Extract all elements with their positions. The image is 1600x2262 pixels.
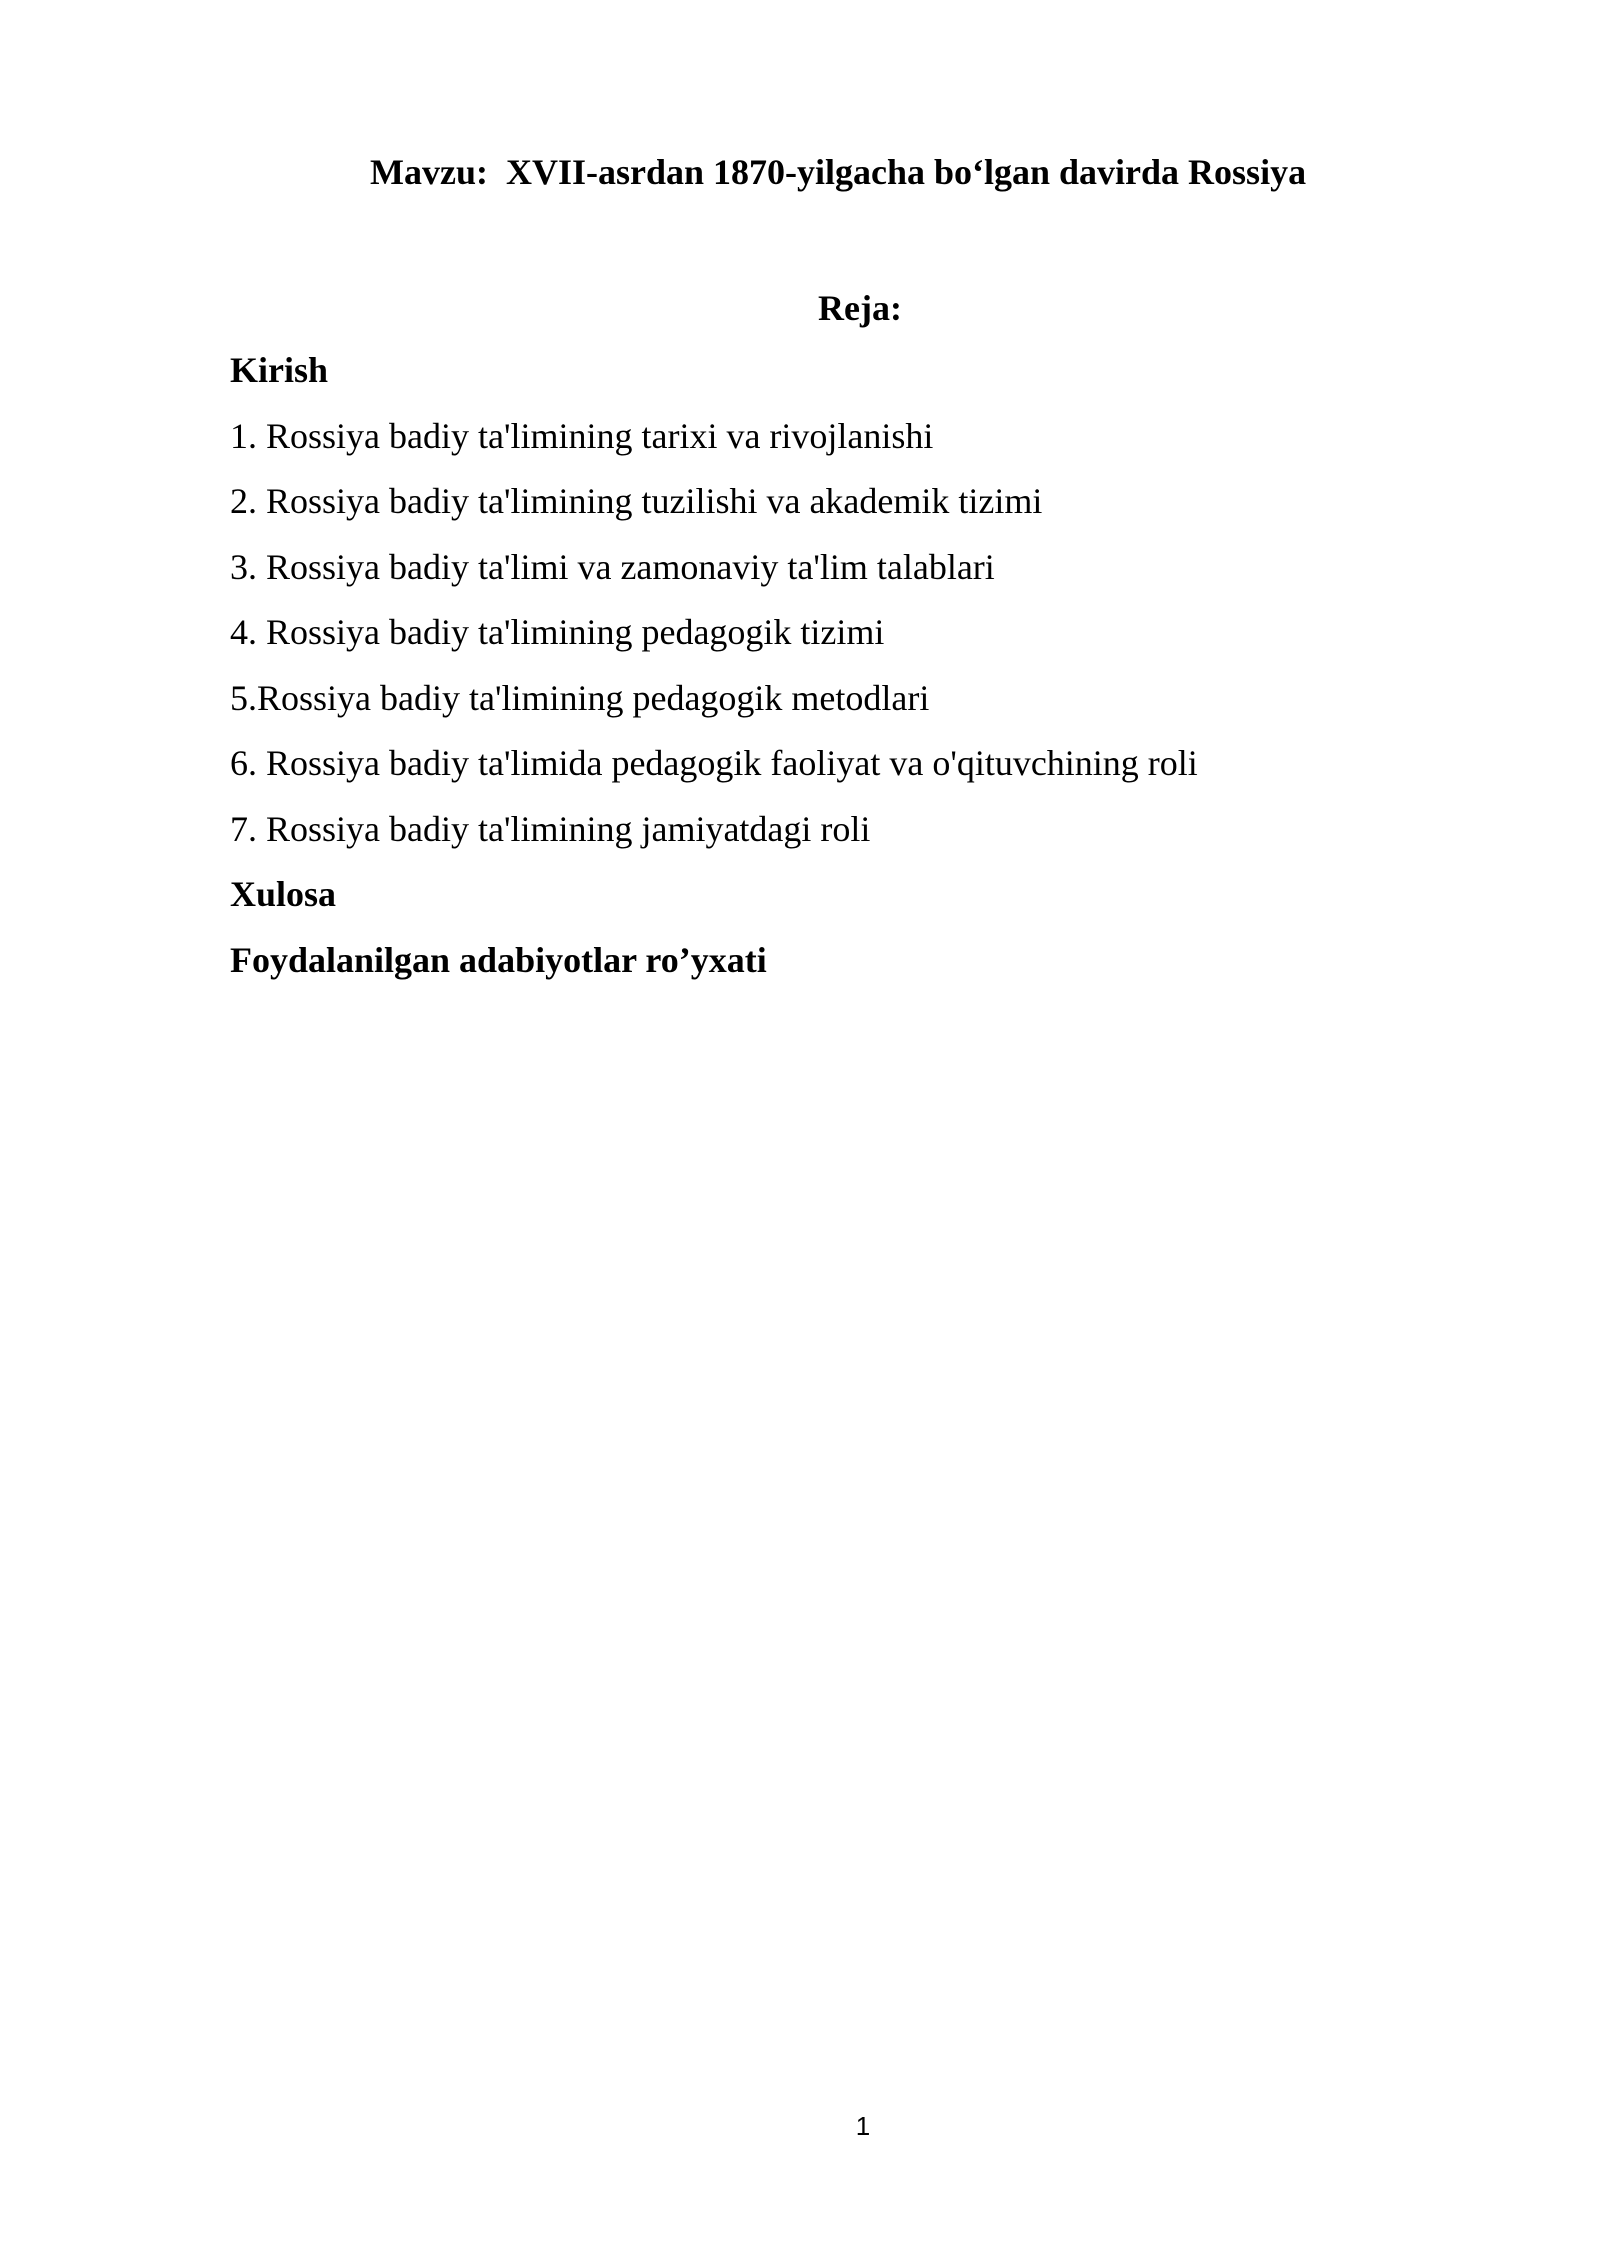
toc-item-references: Foydalanilgan adabiyotlar ro’yxati bbox=[230, 939, 767, 980]
toc-item-4: 4. Rossiya badiy ta'limining pedagogik tizimi bbox=[230, 612, 885, 652]
toc-item-2: 2. Rossiya badiy ta'limining tuzilishi va akademik tizimi bbox=[230, 481, 1043, 521]
toc-item-7: 7. Rossiya badiy ta'limining jamiyatdagi roli bbox=[230, 808, 871, 849]
toc-item-conclusion: Xulosa bbox=[230, 874, 337, 914]
toc-item-3: 3. Rossiya badiy ta'limi va zamonaviy ta'lim talablari bbox=[230, 546, 995, 587]
page-number: 1 bbox=[855, 2111, 871, 2141]
plan-heading: Reja: bbox=[818, 288, 902, 328]
toc-item-introduction: Kirish bbox=[230, 350, 329, 390]
toc-item-5: 5.Rossiya badiy ta'limining pedagogik metodlari bbox=[230, 677, 930, 718]
toc-item-1: 1. Rossiya badiy ta'limining tarixi va rivojlanishi bbox=[230, 415, 934, 456]
document-title: Mavzu: XVII-asrdan 1870-yilgacha bo‘lgan davirda Rossiya bbox=[370, 152, 1307, 192]
table-of-contents bbox=[230, 346, 1198, 1001]
toc-item-6: 6. Rossiya badiy ta'limida pedagogik faoliyat va o'qituvchining roli bbox=[230, 743, 1198, 783]
